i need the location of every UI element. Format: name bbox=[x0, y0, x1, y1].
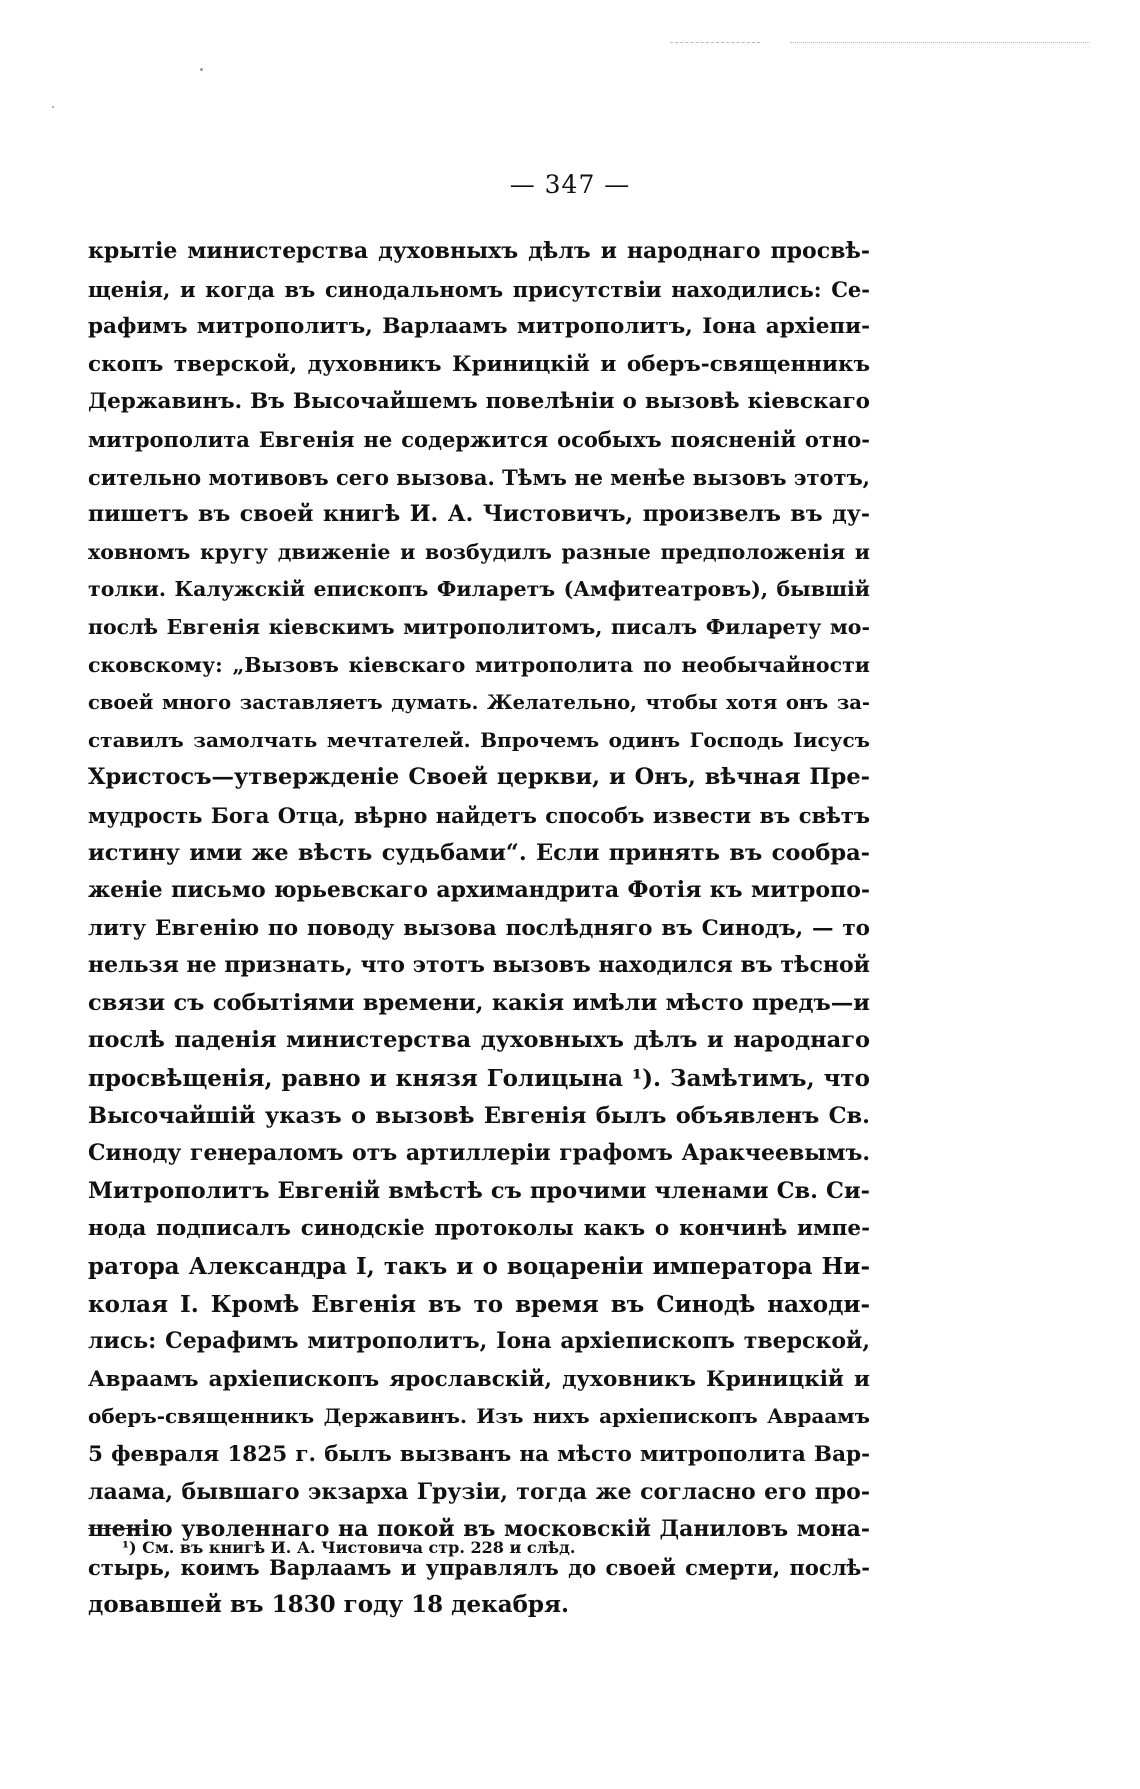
text-line: Высочайшій указъ о вызовѣ Евгенія былъ объявленъ Св. bbox=[88, 1102, 870, 1129]
text-line: лись: Серафимъ митрополитъ, Іона архіепископъ тверской, bbox=[88, 1328, 870, 1355]
footnote: ¹) См. въ книгѣ И. А. Чистовича стр. 228 и слѣд. bbox=[122, 1538, 576, 1557]
text-line: оберъ-священникъ Державинъ. Изъ нихъ архіепископъ Авраамъ bbox=[88, 1404, 870, 1429]
text-line: нода подписалъ синодскіе протоколы какъ о кончинѣ импе- bbox=[88, 1216, 870, 1242]
scan-speck bbox=[200, 68, 203, 71]
text-line: своей много заставляетъ думать. Желательно, чтобы хотя онъ за- bbox=[88, 691, 870, 715]
text-line: послѣ паденія министерства духовныхъ дѣлъ и народнаго bbox=[88, 1027, 870, 1054]
text-line: ставилъ замолчать мечтателей. Впрочемъ одинъ Господь Іисусъ bbox=[88, 727, 870, 752]
scan-edge-rule bbox=[670, 42, 760, 43]
text-line: ховномъ кругу движеніе и возбудилъ разные предположенія и bbox=[88, 539, 870, 564]
page-number: — 347 — bbox=[509, 170, 631, 199]
scan-speck bbox=[52, 106, 54, 108]
text-line: стырь, коимъ Варлаамъ и управлялъ до своей смерти, послѣ- bbox=[88, 1554, 870, 1580]
text-line: щенія, и когда въ синодальномъ присутствіи находились: Се- bbox=[88, 276, 870, 302]
text-line: послѣ Евгенія кіевскимъ митрополитомъ, писалъ Филарету мо- bbox=[88, 614, 870, 639]
body-text bbox=[88, 233, 870, 1624]
text-line: 5 февраля 1825 г. былъ вызванъ на мѣсто митрополита Вар- bbox=[88, 1442, 870, 1467]
text-line: литу Евгенію по поводу вызова послѣдняго въ Синодъ, — то bbox=[88, 915, 870, 941]
text-line: Авраамъ архіепископъ ярославскій, духовникъ Криницкій и bbox=[88, 1366, 870, 1392]
text-line: скопъ тверской, духовникъ Криницкій и оберъ-священникъ bbox=[88, 351, 870, 377]
text-line: крытіе министерства духовныхъ дѣлъ и народнаго просвѣ- bbox=[88, 238, 870, 264]
text-line: мудрость Бога Отца, вѣрно найдетъ способъ извести въ свѣтъ bbox=[88, 802, 870, 828]
text-line: ратора Александра I, такъ и о воцареніи императора Ни- bbox=[88, 1253, 870, 1281]
text-line: связи съ событіями времени, какія имѣли мѣсто предъ—и bbox=[88, 989, 870, 1016]
text-line: сковскому: „Вызовъ кіевскаго митрополита по необычайности bbox=[88, 652, 870, 677]
text-line: митрополита Евгенія не содержится особыхъ поясненій отно- bbox=[88, 426, 870, 452]
text-line: женіе письмо юрьевскаго архимандрита Фотія къ митропо- bbox=[88, 877, 870, 904]
text-line: колая I. Кромѣ Евгенія въ то время въ Синодѣ находи- bbox=[88, 1290, 870, 1318]
scan-edge-rule bbox=[790, 42, 1090, 43]
text-line: сительно мотивовъ сего вызова. Тѣмъ не менѣе вызовъ этотъ, bbox=[88, 464, 870, 490]
text-line: Митрополитъ Евгеній вмѣстѣ съ прочими членами Св. Си- bbox=[88, 1177, 870, 1204]
text-line: толки. Калужскій епископъ Филаретъ (Амфитеатровъ), бывшій bbox=[88, 577, 870, 602]
text-line: шенію уволеннаго на покой въ московскій Даниловъ мона- bbox=[88, 1516, 870, 1543]
text-line: рафимъ митрополитъ, Варлаамъ митрополитъ, Іона архіепи- bbox=[88, 314, 870, 340]
text-line: нельзя не признать, что этотъ вызовъ находился въ тѣсной bbox=[88, 952, 870, 979]
text-line: Синоду генераломъ отъ артиллеріи графомъ Аракчеевымъ. bbox=[88, 1140, 870, 1167]
text-line: Христосъ—утвержденіе Своей церкви, и Онъ, вѣчная Пре- bbox=[88, 764, 870, 791]
text-line: просвѣщенія, равно и князя Голицына ¹). Замѣтимъ, что bbox=[88, 1065, 870, 1093]
footnote-divider bbox=[88, 1528, 148, 1529]
text-line: лаама, бывшаго экзарха Грузіи, тогда же согласно его про- bbox=[88, 1478, 870, 1505]
text-line: истину ими же вѣсть судьбами“. Если принять въ сообра- bbox=[88, 839, 870, 866]
text-line: Державинъ. Въ Высочайшемъ повелѣніи о вызовѣ кіевскаго bbox=[88, 389, 870, 415]
text-line: пишетъ въ своей книгѣ И. А. Чистовичъ, произвелъ въ ду- bbox=[88, 501, 870, 528]
text-line-last: довавшей въ 1830 году 18 декабря. bbox=[88, 1591, 570, 1619]
